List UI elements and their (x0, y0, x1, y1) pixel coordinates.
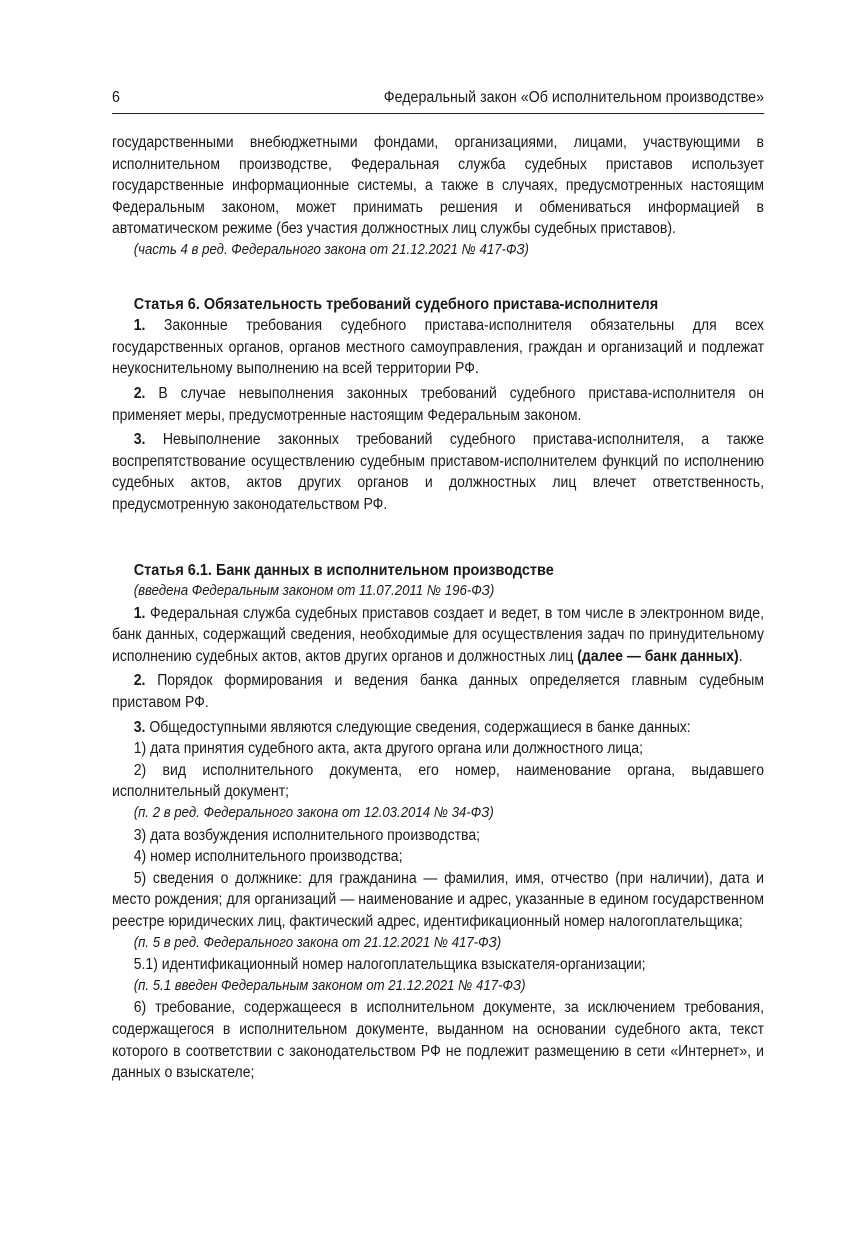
item-text: Общедоступными являются следующие сведения, содержащиеся в банке данных: (145, 718, 691, 736)
item-number: 2. (133, 672, 146, 690)
amendment-note: (п. 2 в ред. Федерального закона от 12.03.2014 № 34-ФЗ) (133, 805, 494, 822)
intro-paragraph: государственными внебюджетными фондами, организациями, лицами, участвующими в исполнительном производстве, Федеральная служба судебных приставов использует государственные информационные системы, а также в случаях, предусмотренных настоящим Федеральным законом, может принимать решения и обмениваться информацией в автоматическом режиме (без участия должностных лиц службы судебных приставов). (112, 134, 765, 238)
document-page (112, 88, 764, 1084)
list-item-5: 5) сведения о должнике: для гражданина — фамилия, имя, отчество (при наличии), дата и место рождения; для организаций — наименование и адрес, указанные в едином государственном реестре юридических лиц, фактический адрес, идентификационный номер налогоплательщика; (112, 869, 765, 930)
amendment-note: (часть 4 в ред. Федерального закона от 21.12.2021 № 417-ФЗ) (133, 241, 529, 258)
article-6-item-3 (112, 429, 764, 515)
list-item-5-1: 5.1) идентификационный номер налогоплательщика взыскателя-организации; (133, 956, 646, 974)
list-item-6: 6) требование, содержащееся в исполнительном документе, за исключением требования, содержащегося в исполнительном документе, выданном на основании судебного акта, текст которого в соответствии с законодательством РФ не подлежит размещению в сети «Интернет», и данных о взыскателе; (112, 999, 765, 1082)
item-text: Порядок формирования и ведения банка данных определяется главным судебным приставом РФ. (112, 672, 765, 712)
page-number: 6 (112, 89, 120, 106)
item-number: 3. (133, 431, 146, 449)
article-6-1-title: Статья 6.1. Банк данных в исполнительном производстве (133, 561, 554, 579)
item-number: 2. (133, 384, 146, 402)
list-item-4: 4) номер исполнительного производства; (133, 848, 403, 866)
item-text: В случае невыполнения законных требований судебного пристава-исполнителя он применяет меры, предусмотренные настоящим Федеральным законом. (112, 384, 765, 424)
item-text: Невыполнение законных требований судебного пристава-исполнителя, а также воспрепятствование осуществлению судебным приставом-исполнителем функций по исполнению судебных актов, актов других органов и должностных лиц влечет ответственность, предусмотренную законодательством РФ. (112, 431, 765, 513)
article-6-1-item-3 (112, 717, 764, 739)
list-item-2: 2) вид исполнительного документа, его номер, наименование органа, выдавшего исполнительный документ; (112, 761, 765, 801)
list-item-3: 3) дата возбуждения исполнительного производства; (133, 826, 481, 844)
amendment-note: (п. 5.1 введен Федеральным законом от 21.12.2021 № 417-ФЗ) (133, 977, 526, 994)
article-6-item-2 (112, 383, 764, 426)
article-6-title: Статья 6. Обязательность требований судебного пристава-исполнителя (133, 295, 659, 313)
article-6-1-item-1 (112, 603, 764, 668)
item-number: 1. (133, 317, 146, 335)
list-item-1: 1) дата принятия судебного акта, акта другого органа или должностного лица; (133, 740, 643, 758)
article-6-1-item-2 (112, 670, 764, 713)
document-body (112, 132, 764, 1084)
article-6-item-1 (112, 315, 764, 380)
item-text-end: . (738, 647, 743, 665)
item-number: 3. (133, 718, 146, 736)
item-number: 1. (133, 604, 146, 622)
amendment-note: (п. 5 в ред. Федерального закона от 21.12.2021 № 417-ФЗ) (133, 934, 502, 951)
defined-term: (далее — банк данных) (577, 647, 739, 665)
amendment-note: (введена Федеральным законом от 11.07.2011 № 196-ФЗ) (133, 583, 495, 600)
running-title: Федеральный закон «Об исполнительном производстве» (383, 89, 765, 106)
item-text: Федеральная служба судебных приставов создает и ведет, в том числе в электронном виде, банк данных, содержащий сведения, необходимые для осуществления задач по принудительному исполнению судебных актов, актов других органов и должностных лиц (112, 604, 765, 665)
item-text: Законные требования судебного пристава-исполнителя обязательны для всех государственных органов, органов местного самоуправления, граждан и организаций и подлежат неукоснительному выполнению на всей территории РФ. (112, 317, 765, 378)
running-header (112, 88, 764, 114)
